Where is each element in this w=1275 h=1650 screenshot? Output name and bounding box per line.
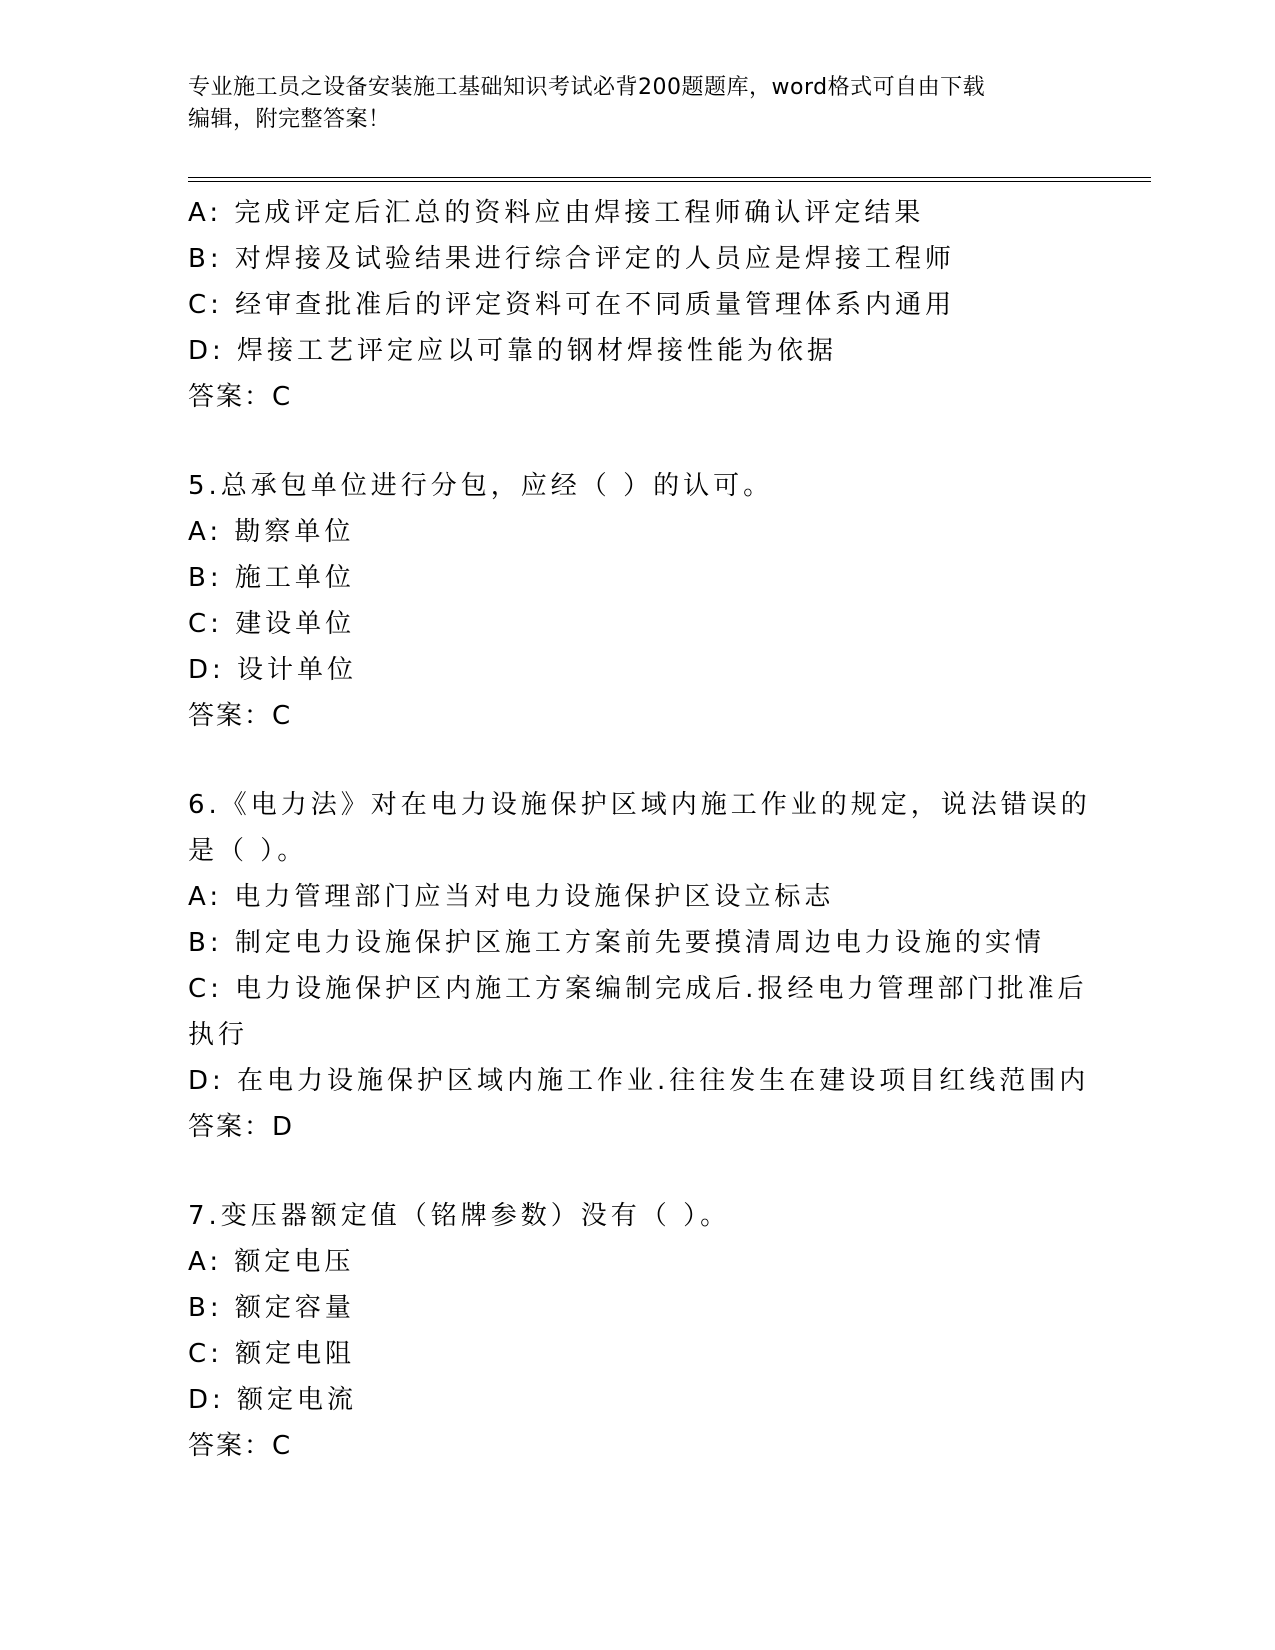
option-c: C: 经审查批准后的评定资料可在不同质量管理体系内通用 xyxy=(188,290,956,320)
header-divider-bottom xyxy=(188,181,1151,182)
document-header xyxy=(188,72,1068,136)
option-a: A: 额定电压 xyxy=(188,1247,355,1277)
option-d: D: 在电力设施保护区域内施工作业.往往发生在建设项目红线范围内 xyxy=(188,1066,1090,1096)
answer-line: 答案：C xyxy=(188,701,293,731)
question-text-line-1: 6.《电力法》对在电力设施保护区域内施工作业的规定，说法错误的 xyxy=(188,790,1091,820)
question-text-line-2: 是（ ）。 xyxy=(188,836,308,866)
question-list xyxy=(188,190,1091,1469)
question-text: 5.总承包单位进行分包，应经（ ）的认可。 xyxy=(188,471,774,501)
spacer xyxy=(188,739,1088,782)
header-title-line-2: 编辑，附完整答案！ xyxy=(188,107,391,132)
spacer xyxy=(188,420,1088,463)
question-6-block xyxy=(188,782,1091,1150)
spacer xyxy=(188,1150,1088,1193)
option-d: D: 额定电流 xyxy=(188,1385,358,1415)
option-b: B: 额定容量 xyxy=(188,1293,355,1323)
option-b: B: 制定电力设施保护区施工方案前先要摸清周边电力设施的实情 xyxy=(188,928,1045,958)
option-d: D: 设计单位 xyxy=(188,655,358,685)
option-d: D: 焊接工艺评定应以可靠的钢材焊接性能为依据 xyxy=(188,336,838,366)
option-b: B: 施工单位 xyxy=(188,563,355,593)
answer-line: 答案：C xyxy=(188,1431,293,1461)
option-c-line-1: C: 电力设施保护区内施工方案编制完成后.报经电力管理部门批准后 xyxy=(188,974,1088,1004)
option-a: A: 勘察单位 xyxy=(188,517,355,547)
option-c: C: 额定电阻 xyxy=(188,1339,356,1369)
question-5-block xyxy=(188,463,1088,739)
question-text: 7.变压器额定值（铭牌参数）没有（ ）。 xyxy=(188,1201,731,1231)
option-c: C: 建设单位 xyxy=(188,609,356,639)
question-4-block xyxy=(188,190,1088,420)
option-c-line-2: 执行 xyxy=(188,1020,249,1050)
option-b: B: 对焊接及试验结果进行综合评定的人员应是焊接工程师 xyxy=(188,244,955,274)
option-a: A: 完成评定后汇总的资料应由焊接工程师确认评定结果 xyxy=(188,198,925,228)
header-divider-top xyxy=(188,177,1151,178)
header-title-line-1: 专业施工员之设备安装施工基础知识考试必背200题题库，word格式可自由下载 xyxy=(188,75,986,100)
question-7-block xyxy=(188,1193,1088,1469)
option-a: A: 电力管理部门应当对电力设施保护区设立标志 xyxy=(188,882,835,912)
answer-line: 答案：D xyxy=(188,1112,295,1142)
answer-line: 答案：C xyxy=(188,382,293,412)
